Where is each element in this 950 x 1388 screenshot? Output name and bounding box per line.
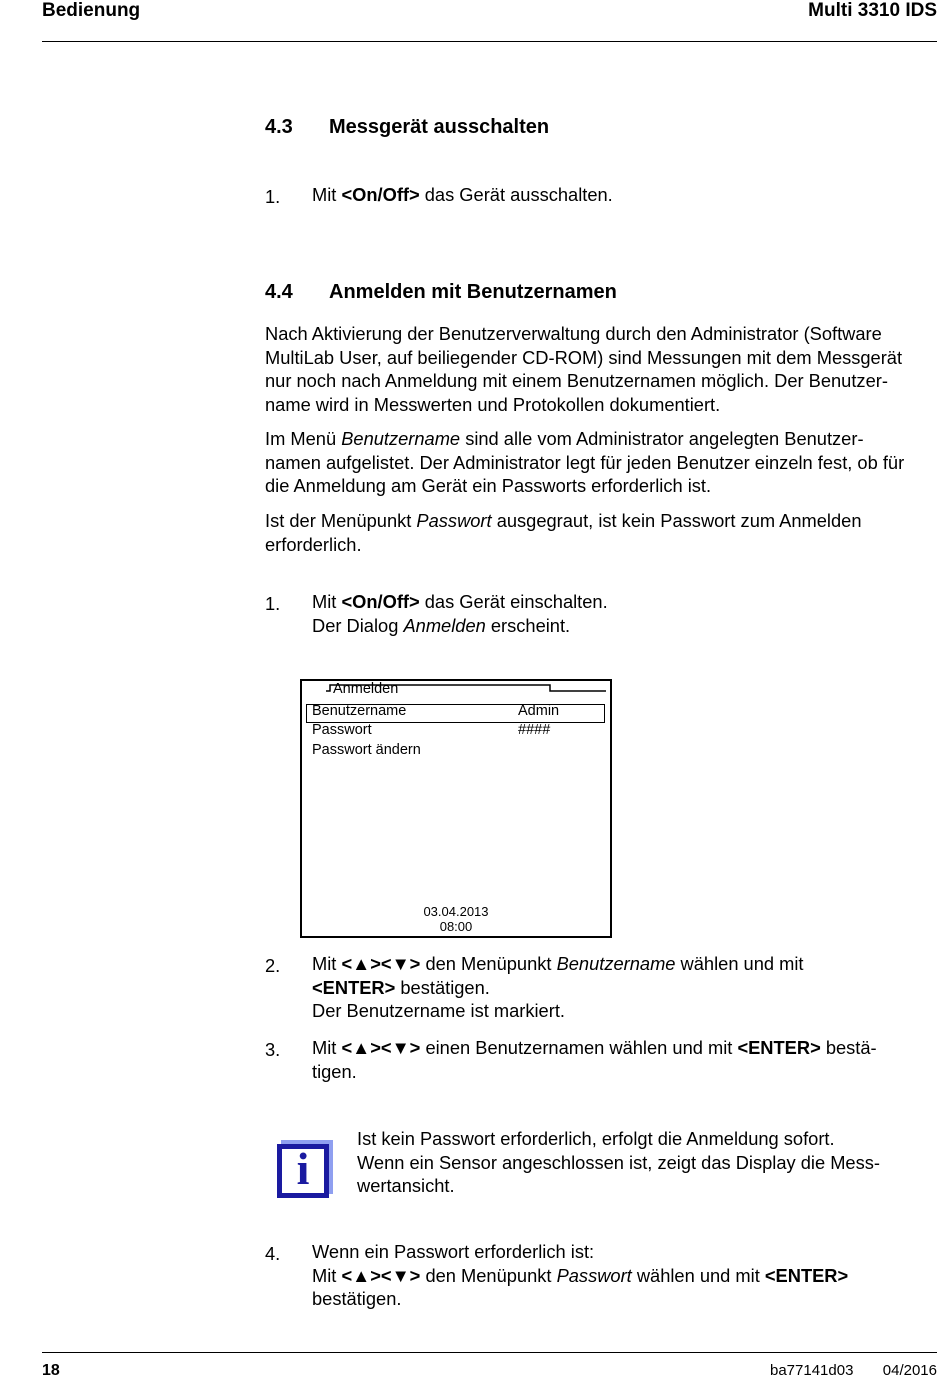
section-4-4-step-4: Wenn ein Passwort erforderlich ist: Mit <▲><▼> den Menüpunkt Passwort wählen und mit <ENTER> bestätigen.	[312, 1241, 849, 1309]
section-4-4-step-2: Mit <▲><▼> den Menüpunkt Benutzername wählen und mit <ENTER> bestätigen. Der Benutzername ist markiert.	[312, 953, 804, 1021]
display-row-label: Passwort	[312, 722, 372, 738]
display-row-label: Benutzername	[312, 703, 407, 719]
step-number: 2.	[265, 955, 281, 976]
section-4-4-step-1: Mit <On/Off> das Gerät einschalten. Der Dialog Anmelden erscheint.	[312, 591, 608, 636]
step-number: 1.	[265, 593, 281, 614]
paragraph-user-management: Nach Aktivierung der Benutzerverwaltung durch den Administrator (Software MultiLab User, auf beiliegender CD-ROM) sind Messungen mit dem Messgerät nur noch nach Anmeldung mit einem Benutzernamen möglich. Der Benutzer- name wird in Messwerten und Protokollen dokumentiert.	[265, 323, 903, 415]
header-section-title: Bedienung	[42, 0, 141, 21]
paragraph-password-greyed: Ist der Menüpunkt Passwort ausgegraut, ist kein Passwort zum Anmelden erforderlich.	[265, 510, 862, 555]
display-row-label: Passwort ändern	[312, 742, 421, 758]
display-datetime: 03.04.2013 08:00	[423, 904, 489, 934]
section-4-3-number: 4.3	[265, 116, 293, 138]
step-number: 4.	[265, 1243, 281, 1264]
section-4-3-step-1: Mit <On/Off> das Gerät ausschalten.	[312, 184, 613, 205]
section-4-4-title: Anmelden mit Benutzernamen	[329, 281, 617, 303]
document-date: 04/2016	[882, 1362, 937, 1379]
step-number: 1.	[265, 186, 281, 207]
document-id: ba77141d03	[770, 1362, 854, 1379]
section-4-4-step-3: Mit <▲><▼> einen Benutzernamen wählen und mit <ENTER> bestä- tigen.	[312, 1037, 877, 1082]
section-4-4-number: 4.4	[265, 281, 293, 303]
header-rule	[42, 41, 937, 42]
display-title: Anmelden	[333, 681, 399, 697]
info-note-text: Ist kein Passwort erforderlich, erfolgt die Anmeldung sofort. Wenn ein Sensor angeschlossen ist, zeigt das Display die Mess- wertansicht.	[357, 1128, 880, 1196]
display-row-value: Admin	[518, 703, 560, 719]
info-icon: i	[277, 1140, 333, 1198]
paragraph-username-menu: Im Menü Benutzername sind alle vom Administrator angelegten Benutzer- namen aufgelistet. Der Administrator legt für jeden Benutzer einzeln fest, ob für die Anmeldung am Gerät ein Passworts erforderlich ist.	[265, 428, 905, 496]
header-product-name: Multi 3310 IDS	[808, 0, 937, 21]
page-number: 18	[42, 1362, 60, 1379]
section-4-3-title: Messgerät ausschalten	[329, 116, 550, 138]
display-row-value: ####	[518, 722, 551, 738]
footer-rule	[42, 1352, 937, 1353]
step-number: 3.	[265, 1039, 281, 1060]
